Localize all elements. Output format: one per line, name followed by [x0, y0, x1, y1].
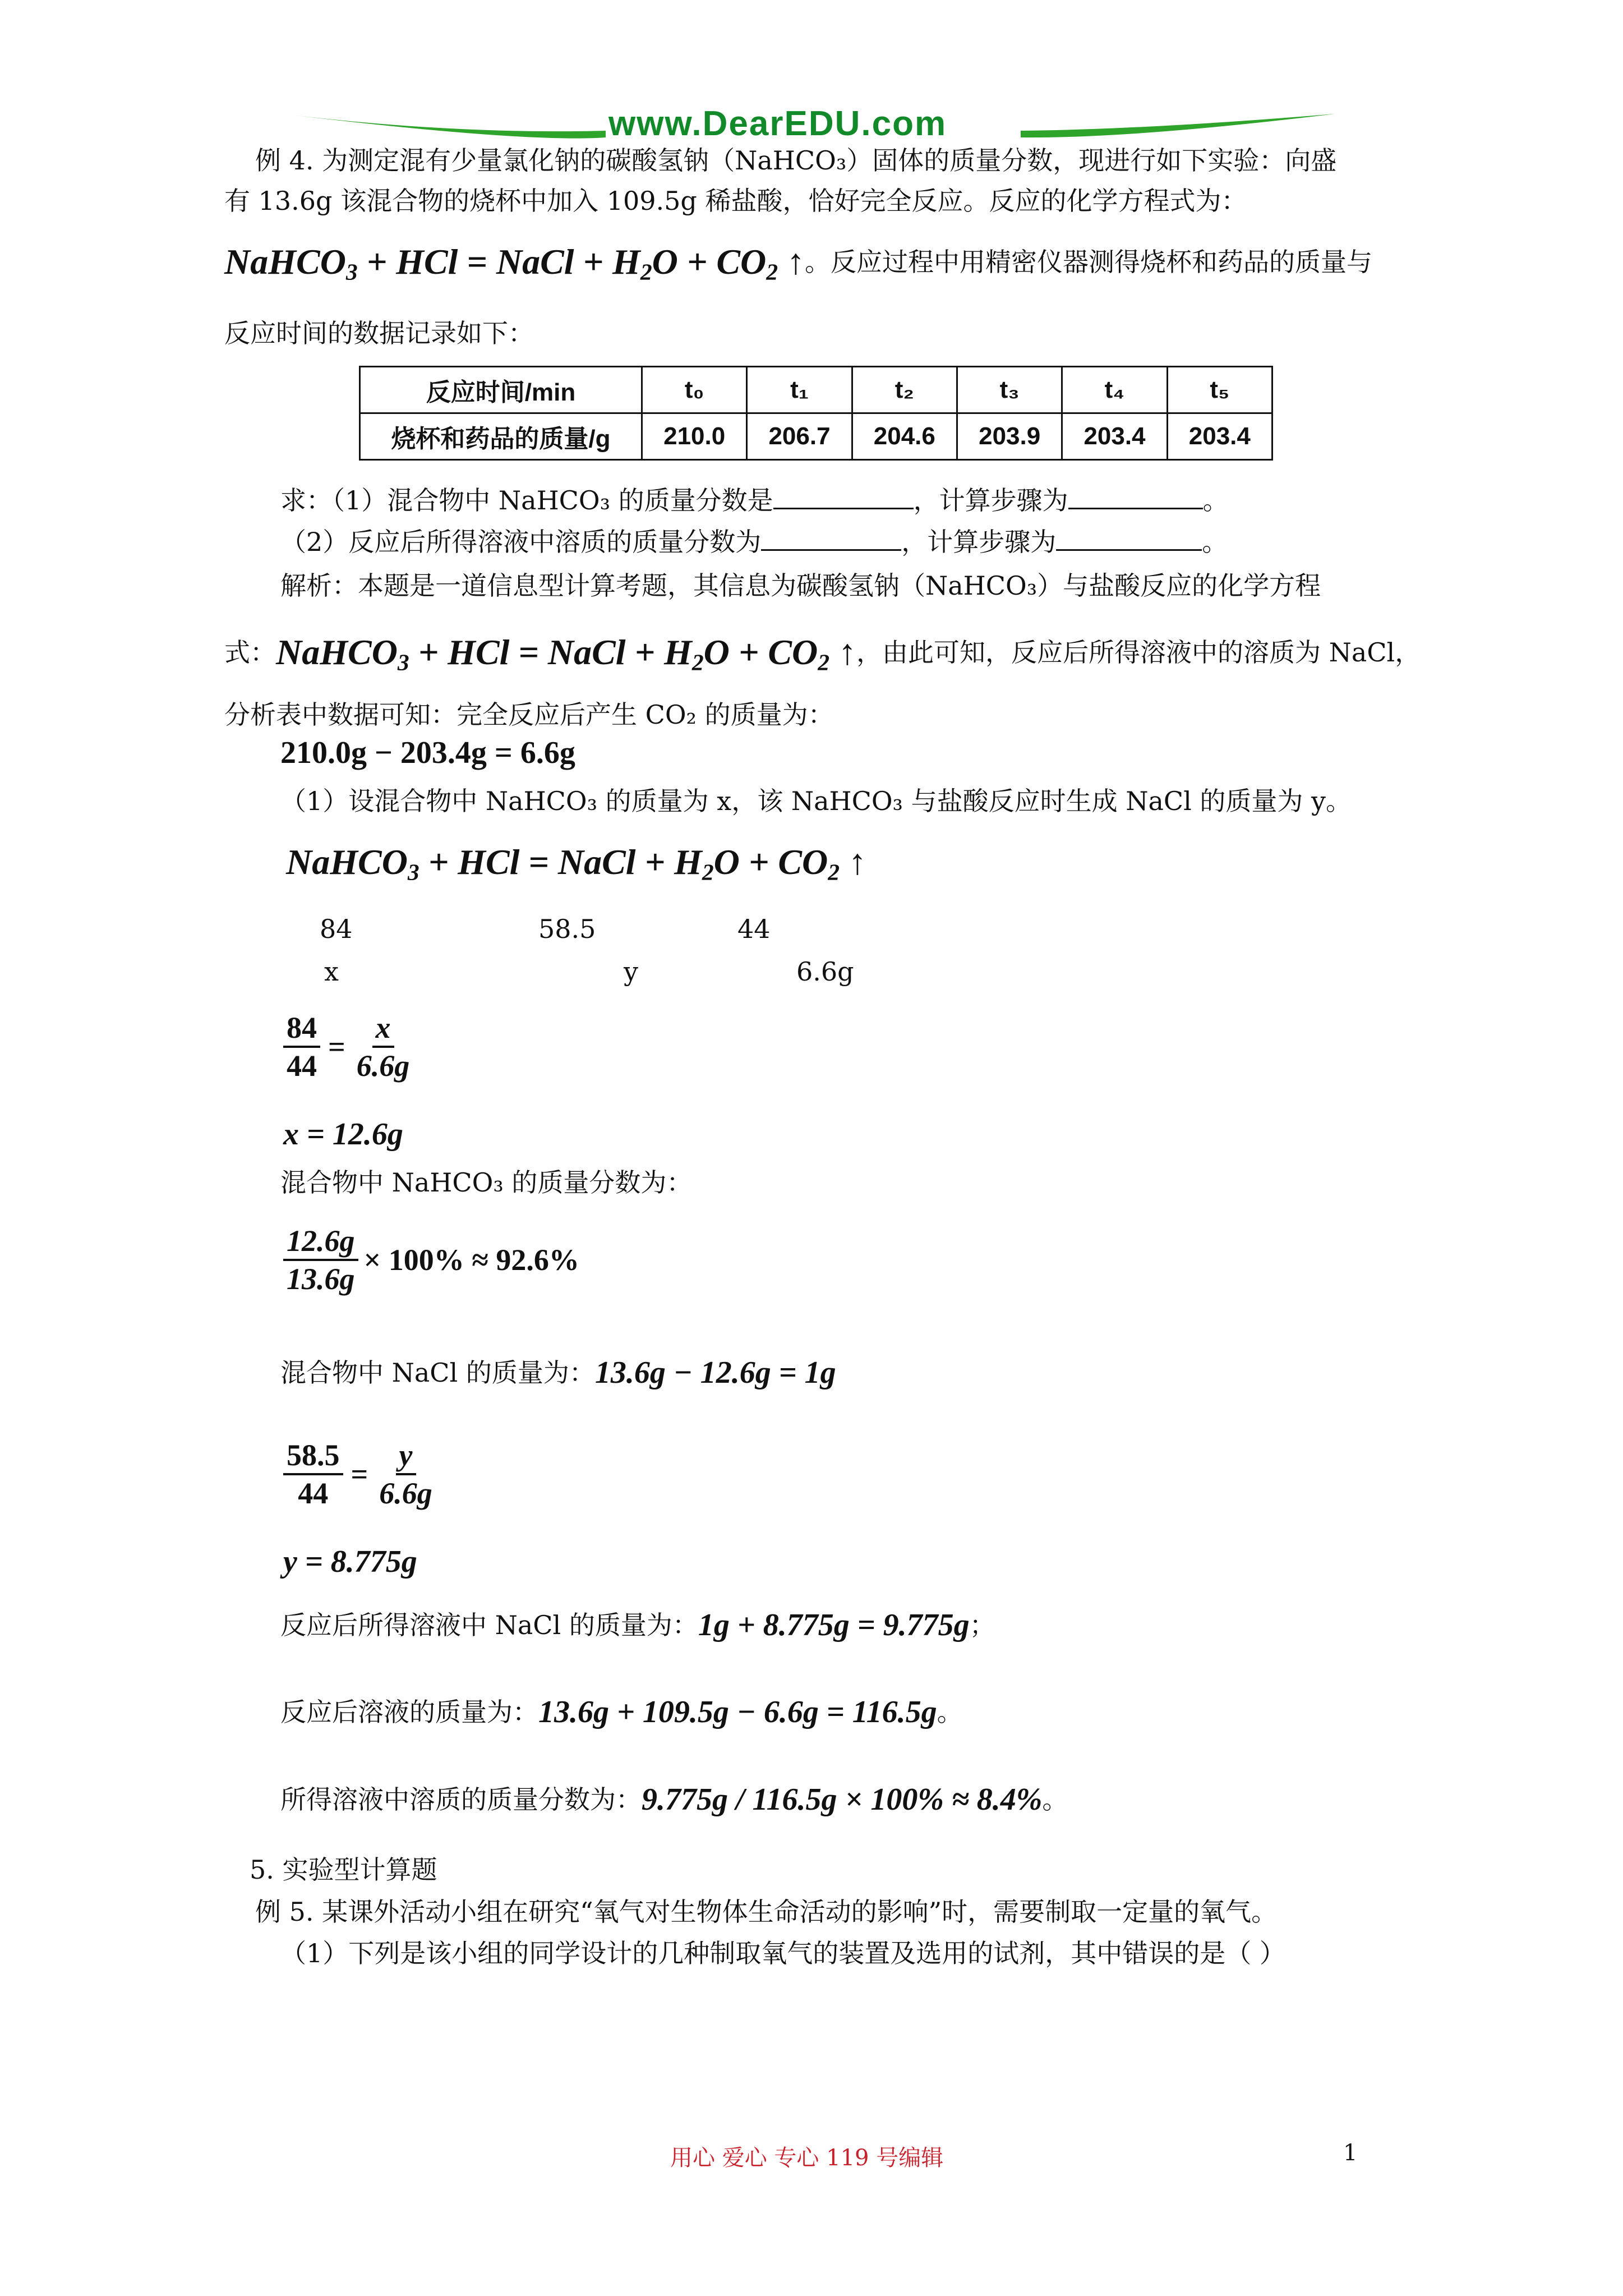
- q1-answer-blank: [773, 486, 914, 509]
- question-1: [280, 484, 1229, 517]
- q1-text-a: 求：（1）混合物中 NaHCO₃ 的质量分数是: [280, 485, 773, 516]
- unknown-x: x: [324, 956, 339, 987]
- fraction-numerator: 58.5: [283, 1437, 343, 1475]
- analysis-line2-suffix: ，由此可知，反应后所得溶液中的溶质为 NaCl，: [856, 637, 1421, 668]
- fraction-numerator: y: [396, 1437, 416, 1475]
- question-2: [280, 525, 1228, 559]
- nacl-mix-calc: 13.6g − 12.6g = 1g: [594, 1355, 836, 1390]
- reaction-equation-2: NaHCO$_3$ + HCl = NaCl + $H_2O + CO_2$ ↑: [276, 632, 857, 675]
- co2-mass-calc: 210.0g − 203.4g = 6.6g: [280, 735, 575, 770]
- x-result: x = 12.6g: [283, 1117, 403, 1152]
- solute-fraction-calc: 9.775g / 116.5g × 100% ≈ 8.4%: [642, 1782, 1043, 1817]
- q1-steps-blank: [1068, 486, 1203, 509]
- reaction-equation-3: NaHCO$_3$ + HCl = NaCl + $H_2O + CO_2$ ↑: [286, 842, 867, 885]
- mass-cell: 203.9: [957, 413, 1062, 460]
- table-row-time: [360, 367, 1272, 413]
- nacl-in-mixture: [280, 1355, 836, 1391]
- page-number: 1: [1343, 2140, 1358, 2166]
- mass-cell: 206.7: [747, 413, 852, 460]
- solution-mass: [280, 1694, 963, 1730]
- analysis-line2: [224, 632, 1421, 673]
- q1-text-c: 。: [1202, 485, 1229, 516]
- proportion-equation-x: [283, 1010, 413, 1084]
- example4-line1: 例 4. 为测定混有少量氯化钠的碳酸氢钠（NaHCO₃）固体的质量分数，现进行如下实验：向盛: [255, 145, 1337, 176]
- solution-mass-calc: 13.6g + 109.5g − 6.6g = 116.5g: [538, 1695, 937, 1729]
- equation-formula: NaHCO$_3$ + HCl = NaCl + $H_2O + CO_2$ ↑: [224, 242, 805, 285]
- time-cell: t₁: [747, 367, 852, 413]
- fraction-denominator: 13.6g: [287, 1262, 355, 1296]
- solution-mass-label: 反应后溶液的质量为：: [280, 1697, 538, 1727]
- q2-steps-blank: [1056, 528, 1202, 551]
- mass-fraction-calc: [283, 1223, 579, 1297]
- fraction-denominator: 6.6g: [379, 1476, 432, 1510]
- known-co2-mass: 6.6g: [796, 956, 854, 987]
- example4-line4: 反应时间的数据记录如下：: [224, 318, 534, 348]
- mass-fraction-result: × 100% ≈ 92.6%: [363, 1243, 579, 1277]
- q2-text-c: 。: [1202, 527, 1228, 557]
- fraction-denominator: 44: [287, 1049, 317, 1083]
- ratio-value-nahco3: 84: [320, 914, 353, 944]
- nacl-total-label: 反应后所得溶液中 NaCl 的质量为：: [280, 1610, 698, 1640]
- logo-text: www.DearEDU.com: [608, 104, 947, 143]
- nacl-total-calc: 1g + 8.775g = 9.775g: [698, 1608, 970, 1642]
- fraction-mass: [283, 1223, 358, 1297]
- solution-mass-end: 。: [937, 1697, 963, 1727]
- fraction-numerator: 12.6g: [283, 1223, 358, 1261]
- section5-title: 5. 实验型计算题: [250, 1855, 437, 1885]
- time-cell: t₅: [1167, 367, 1272, 413]
- fraction-denominator: 6.6g: [356, 1049, 410, 1083]
- example5-line2: （1）下列是该小组的同学设计的几种制取氧气的装置及选用的试剂，其中错误的是（ ）: [280, 1938, 1285, 1968]
- solute-fraction: [280, 1782, 1068, 1818]
- mass-cell: 203.4: [1062, 413, 1167, 460]
- example5-line1: 例 5. 某课外活动小组在研究“氧气对生物体生命活动的影响”时，需要制取一定量的氧气。: [255, 1897, 1278, 1927]
- time-cell: t₀: [642, 367, 747, 413]
- mass-cell: 203.4: [1167, 413, 1272, 460]
- q2-answer-blank: [761, 528, 901, 551]
- solute-fraction-end: 。: [1042, 1784, 1068, 1815]
- fraction-left: [283, 1010, 320, 1084]
- fraction-numerator: x: [372, 1010, 394, 1048]
- mass-cell: 204.6: [852, 413, 957, 460]
- table-row-mass: [360, 413, 1272, 460]
- nacl-total: [280, 1607, 995, 1643]
- fraction-denominator: 44: [298, 1476, 329, 1510]
- equals-sign: =: [328, 1030, 345, 1064]
- equals-sign: =: [351, 1457, 368, 1491]
- row-header-mass: 烧杯和药品的质量/g: [360, 413, 642, 460]
- ratio-value-co2: 44: [737, 914, 771, 944]
- nacl-total-end: ；: [969, 1610, 995, 1640]
- fraction-right: [376, 1437, 436, 1511]
- reaction-equation-1: [224, 241, 1372, 283]
- footer-text: 用心 爱心 专心 119 号编辑: [670, 2145, 944, 2171]
- time-cell: t₂: [852, 367, 957, 413]
- analysis-line1: 解析：本题是一道信息型计算考题，其信息为碳酸氢钠（NaHCO₃）与盐酸反应的化学方程: [280, 570, 1321, 601]
- q1-text-b: ，计算步骤为: [913, 485, 1068, 516]
- unknown-y: y: [624, 956, 638, 987]
- proportion-equation-y: [283, 1437, 436, 1511]
- solute-fraction-label: 所得溶液中溶质的质量分数为：: [280, 1784, 642, 1815]
- time-cell: t₃: [957, 367, 1062, 413]
- mass-fraction-label: 混合物中 NaHCO₃ 的质量分数为：: [280, 1167, 693, 1198]
- row-header-time: 反应时间/min: [360, 367, 642, 413]
- ratio-value-nacl: 58.5: [538, 914, 596, 944]
- fraction-numerator: 84: [283, 1010, 320, 1048]
- analysis-line2-prefix: 式：: [224, 637, 276, 668]
- y-result: y = 8.775g: [283, 1544, 417, 1579]
- q2-text-b: ，计算步骤为: [901, 527, 1057, 557]
- step1-text: （1）设混合物中 NaHCO₃ 的质量为 x，该 NaHCO₃ 与盐酸反应时生成 NaCl 的质量为 y。: [280, 786, 1352, 816]
- example4-line2: 有 13.6g 该混合物的烧杯中加入 109.5g 稀盐酸，恰好完全反应。反应的化学方程式为：: [224, 186, 1247, 216]
- fraction-left: [283, 1437, 343, 1511]
- nacl-mix-label: 混合物中 NaCl 的质量为：: [280, 1358, 595, 1388]
- time-cell: t₄: [1062, 367, 1167, 413]
- example4-line3-suffix: 。反应过程中用精密仪器测得烧杯和药品的质量与: [805, 247, 1373, 277]
- q2-text-a: （2）反应后所得溶液中溶质的质量分数为: [280, 527, 762, 557]
- mass-cell: 210.0: [642, 413, 747, 460]
- analysis-line3: 分析表中数据可知：完全反应后产生 CO₂ 的质量为：: [224, 700, 834, 730]
- reaction-data-table: [359, 366, 1273, 461]
- fraction-right: [353, 1010, 413, 1084]
